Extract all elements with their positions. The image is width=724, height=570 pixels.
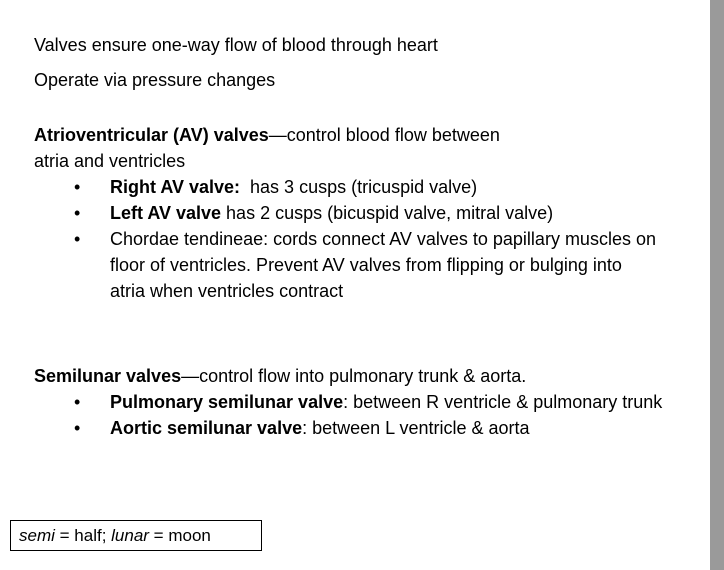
av-bullet-right-bold: Right AV valve: bbox=[110, 177, 241, 197]
semilunar-bullet-pulmonary-rest: : between R ventricle & pulmonary trunk bbox=[343, 392, 663, 412]
av-bullet-chordae-line-2: floor of ventricles. Prevent AV valves from flipping or bulging into bbox=[110, 255, 622, 275]
semilunar-bullet-aortic-rest: : between L ventricle & aorta bbox=[302, 418, 530, 438]
note-eq-1: = half; bbox=[54, 526, 112, 545]
intro-line-1: Valves ensure one-way flow of blood through heart bbox=[34, 35, 438, 55]
intro-line-2: Operate via pressure changes bbox=[34, 70, 276, 90]
note-lunar: lunar bbox=[111, 526, 149, 545]
bullet-marker: • bbox=[74, 177, 81, 197]
right-edge-bar bbox=[710, 0, 724, 570]
av-bullet-left bbox=[110, 200, 553, 226]
bullet-marker: • bbox=[74, 418, 81, 438]
bullet-marker: • bbox=[74, 203, 81, 223]
semilunar-bullet-aortic-bold: Aortic semilunar valve bbox=[110, 418, 303, 438]
note-eq-2: = moon bbox=[148, 526, 211, 545]
av-heading bbox=[34, 122, 500, 148]
bullet-marker: • bbox=[74, 229, 81, 249]
etymology-note-box bbox=[10, 520, 262, 551]
av-bullet-chordae-line-1: Chordae tendineae: cords connect AV valves to papillary muscles on bbox=[110, 229, 656, 249]
note-semi: semi bbox=[19, 526, 55, 545]
semilunar-bullet-pulmonary-bold: Pulmonary semilunar valve bbox=[110, 392, 344, 412]
av-bullet-left-rest: has 2 cusps (bicuspid valve, mitral valve) bbox=[221, 203, 554, 223]
semilunar-bullet-aortic bbox=[110, 415, 530, 441]
bullet-marker: • bbox=[74, 392, 81, 412]
av-bullet-right bbox=[110, 174, 477, 200]
av-heading-rest: —control blood flow between bbox=[268, 125, 500, 145]
semilunar-heading-rest: —control flow into pulmonary trunk & aorta. bbox=[181, 366, 527, 386]
av-bullet-chordae-line-3: atria when ventricles contract bbox=[110, 281, 344, 301]
av-bullet-left-bold: Left AV valve bbox=[110, 203, 222, 223]
semilunar-heading-bold: Semilunar valves bbox=[34, 366, 182, 386]
av-bullet-right-rest: has 3 cusps (tricuspid valve) bbox=[240, 177, 478, 197]
semilunar-heading bbox=[34, 363, 526, 389]
av-heading-bold: Atrioventricular (AV) valves bbox=[34, 125, 269, 145]
av-heading-line-2: atria and ventricles bbox=[34, 151, 186, 171]
semilunar-bullet-pulmonary bbox=[110, 389, 662, 415]
